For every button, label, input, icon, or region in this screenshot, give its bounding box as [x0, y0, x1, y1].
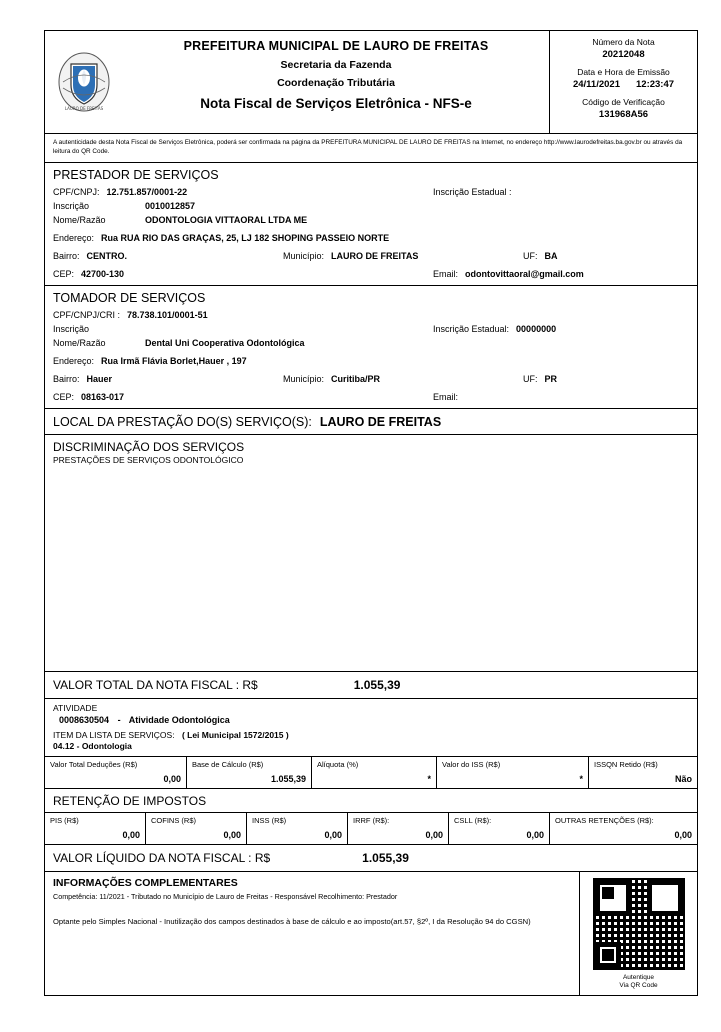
document-header: [45, 31, 697, 134]
prestador-cnpj-row: [45, 185, 697, 199]
retencao-inss-label: INSS (R$): [252, 815, 287, 825]
valor-liquido-value: 1.055,39: [362, 850, 409, 865]
valor-iss-value: *: [579, 773, 583, 784]
qr-caption-line-2: Via QR Code: [619, 982, 658, 990]
prestador-section: [45, 163, 697, 285]
tomador-cnpj-value: 78.738.101/0001-51: [127, 309, 208, 320]
deducoes-label: Valor Total Deduções (R$): [50, 759, 138, 769]
aliquota-label: Alíquota (%): [317, 759, 359, 769]
prestador-nome-label: Nome/Razão: [53, 214, 106, 225]
atividade-code-row: [45, 714, 697, 728]
item-lista-lei: ( Lei Municipal 1572/2015 ): [181, 729, 289, 740]
retencao-csll-cell: [449, 813, 550, 844]
tomador-endereco-label: Endereço:: [53, 355, 95, 366]
retencao-pis-label: PIS (R$): [50, 815, 79, 825]
discriminacao-text: PRESTAÇÕES DE SERVIÇOS ODONTOLÓGICO: [53, 454, 244, 465]
valor-total-value: 1.055,39: [353, 677, 401, 692]
local-prestacao-row: [45, 408, 697, 434]
nota-number-value: 20212048: [602, 49, 645, 60]
retencao-outras-cell: [550, 813, 697, 844]
tomador-section: [45, 285, 697, 408]
item-lista-row: [45, 728, 697, 741]
header-titles: [123, 31, 549, 133]
secretary-name: Secretaria da Fazenda: [280, 59, 392, 71]
retencao-inss-cell: [247, 813, 348, 844]
tomador-title: TOMADOR DE SERVIÇOS: [53, 290, 206, 305]
valor-liquido-row: [45, 844, 697, 871]
tomador-ie-label: Inscrição Estadual:: [433, 323, 510, 334]
base-calculo-cell: [187, 757, 312, 788]
tomador-cnpj-label: CPF/CNPJ/CRI :: [53, 309, 121, 320]
valor-liquido-label: VALOR LÍQUIDO DA NOTA FISCAL : R$: [53, 850, 271, 865]
tomador-uf-label: UF:: [523, 373, 538, 384]
prestador-ie-label: Inscrição Estadual :: [433, 186, 512, 197]
tomador-bairro-row: [45, 372, 697, 386]
issqn-retido-cell: [589, 757, 697, 788]
retencao-cofins-label: COFINS (R$): [151, 815, 196, 825]
prestador-email-value: odontovittaoral@gmail.com: [465, 268, 584, 279]
tomador-bairro-value: Hauer: [86, 373, 113, 384]
retencao-csll-label: CSLL (R$):: [454, 815, 492, 825]
prestador-bairro-label: Bairro:: [53, 250, 80, 261]
tomador-email-label: Email:: [433, 391, 459, 402]
qr-code-icon[interactable]: [593, 878, 685, 970]
prestador-title: PRESTADOR DE SERVIÇOS: [53, 167, 219, 182]
retencao-grid: [45, 812, 697, 844]
prestador-cep-label: CEP:: [53, 268, 75, 279]
discriminacao-title: DISCRIMINAÇÃO DOS SERVIÇOS: [53, 439, 245, 454]
nfse-document: [44, 30, 698, 996]
tomador-inscricao-row: [45, 322, 697, 336]
nota-number-label: Número da Nota: [592, 37, 655, 47]
emission-date-label: Data e Hora de Emissão: [577, 67, 670, 77]
prestador-inscricao-row: [45, 199, 697, 213]
tomador-nome-value: Dental Uni Cooperativa Odontológica: [145, 337, 305, 348]
base-calculo-label: Base de Cálculo (R$): [192, 759, 264, 769]
atividade-description: Atividade Odontológica: [128, 714, 230, 725]
prestador-bairro-value: CENTRO.: [86, 250, 128, 261]
retencao-outras-value: 0,00: [674, 829, 692, 840]
prestador-email-label: Email:: [433, 268, 459, 279]
retencao-cofins-cell: [146, 813, 247, 844]
informacoes-line-2: Optante pelo Simples Nacional - Inutilização dos campos destinados à base de cálculo e ao imposto(art.57, §2º, I da Resolução 94 do CGSN): [53, 917, 531, 927]
prestador-municipio-value: LAURO DE FREITAS: [331, 250, 419, 261]
tomador-nome-label: Nome/Razão: [53, 337, 106, 348]
valor-iss-cell: [437, 757, 589, 788]
retencao-cofins-value: 0,00: [223, 829, 241, 840]
emission-date-value: 24/11/2021: [572, 79, 620, 90]
prestador-uf-value: BA: [544, 250, 558, 261]
prestador-endereco-label: Endereço:: [53, 232, 95, 243]
tomador-cnpj-row: [45, 308, 697, 322]
informacoes-text-block: [45, 872, 579, 996]
verification-code-label: Código de Verificação: [582, 97, 665, 107]
discriminacao-section: [45, 434, 697, 671]
base-calculo-value: 1.055,39: [270, 773, 306, 784]
issqn-retido-value: Não: [674, 773, 692, 784]
prestador-cnpj-value: 12.751.857/0001-22: [106, 186, 188, 197]
authenticity-note: A autenticidade desta Nota Fiscal de Serviços Eletrônica, poderá ser confirmada na página da PREFEITURA MUNICIPAL DE LAURO DE FREITAS na Internet, no endereço http://www.laurodefreitas.ba.gov.br ou através da leitura do QR Code.: [45, 134, 697, 163]
valor-total-row: [45, 671, 697, 698]
informacoes-complementares-section: [45, 871, 697, 996]
municipality-name: PREFEITURA MUNICIPAL DE LAURO DE FREITAS: [183, 39, 489, 53]
issqn-retido-label: ISSQN Retido (R$): [594, 759, 658, 769]
prestador-municipio-label: Município:: [283, 250, 325, 261]
retencao-csll-value: 0,00: [526, 829, 544, 840]
tomador-municipio-label: Município:: [283, 373, 325, 384]
prestador-uf-label: UF:: [523, 250, 538, 261]
prestador-nome-value: ODONTOLOGIA VITTAORAL LTDA ME: [145, 214, 308, 225]
retencao-pis-cell: [45, 813, 146, 844]
retencao-irrf-value: 0,00: [425, 829, 443, 840]
informacoes-line-1: Competência: 11/2021 - Tributado no Município de Lauro de Freitas - Responsável Recolhimento: Prestador: [53, 891, 398, 901]
aliquota-value: *: [427, 773, 431, 784]
informacoes-title: INFORMAÇÕES COMPLEMENTARES: [53, 876, 238, 889]
prestador-cep-value: 42700-130: [81, 268, 125, 279]
crest-icon: [57, 51, 111, 113]
item-lista-label: ITEM DA LISTA DE SERVIÇOS:: [53, 729, 175, 740]
emission-time-value: 12:23:47: [636, 79, 675, 90]
tomador-cep-value: 08163-017: [81, 391, 125, 402]
tomador-nome-row: [45, 336, 697, 350]
retencao-irrf-label: IRRF (R$):: [353, 815, 390, 825]
city-crest-logo: [45, 31, 123, 133]
aliquota-cell: [312, 757, 437, 788]
tomador-cep-row: [45, 390, 697, 408]
prestador-endereco-value: Rua RUA RIO DAS GRAÇAS, 25, LJ 182 SHOPING PASSEIO NORTE: [101, 232, 390, 243]
document-title: Nota Fiscal de Serviços Eletrônica - NFS-e: [200, 96, 472, 111]
tomador-ie-value: 00000000: [516, 323, 557, 334]
tomador-inscricao-label: Inscrição: [53, 323, 90, 334]
tax-summary-grid: [45, 756, 697, 788]
prestador-endereco-row: [45, 231, 697, 245]
discriminacao-empty-area: [45, 471, 697, 671]
atividade-code: 0008630504: [59, 714, 110, 725]
header-meta: [549, 31, 697, 133]
prestador-cep-row: [45, 267, 697, 285]
valor-total-label: VALOR TOTAL DA NOTA FISCAL : R$: [53, 677, 258, 692]
local-prestacao-label: LOCAL DA PRESTAÇÃO DO(S) SERVIÇO(S):: [53, 414, 312, 429]
tomador-bairro-label: Bairro:: [53, 373, 80, 384]
qr-code-block: [579, 872, 697, 996]
prestador-bairro-row: [45, 249, 697, 263]
atividade-separator: -: [117, 714, 121, 725]
coordination-name: Coordenação Tributária: [277, 77, 395, 89]
tomador-uf-value: PR: [544, 373, 558, 384]
atividade-section: [45, 698, 697, 756]
prestador-inscricao-label: Inscrição: [53, 200, 90, 211]
retencao-inss-value: 0,00: [324, 829, 342, 840]
local-prestacao-value: LAURO DE FREITAS: [319, 414, 442, 429]
valor-iss-label: Valor do ISS (R$): [442, 759, 501, 769]
prestador-inscricao-value: 0010012857: [145, 200, 196, 211]
tomador-endereco-value: Rua Irmã Flávia Borlet,Hauer , 197: [101, 355, 247, 366]
verification-code-value: 131968A56: [598, 109, 649, 120]
tomador-cep-label: CEP:: [53, 391, 75, 402]
qr-caption-line-1: Autentique: [622, 973, 655, 981]
deducoes-cell: [45, 757, 187, 788]
retencao-pis-value: 0,00: [122, 829, 140, 840]
tomador-municipio-value: Curitiba/PR: [331, 373, 381, 384]
item-lista-code: 04.12 - Odontologia: [53, 740, 132, 751]
retencao-irrf-cell: [348, 813, 449, 844]
retencao-outras-label: OUTRAS RETENÇÕES (R$):: [555, 815, 654, 825]
prestador-cnpj-label: CPF/CNPJ:: [53, 186, 100, 197]
deducoes-value: 0,00: [163, 773, 181, 784]
atividade-label: ATIVIDADE: [53, 702, 98, 713]
tomador-endereco-row: [45, 354, 697, 368]
svg-text:LAURO DE FREITAS: LAURO DE FREITAS: [64, 106, 104, 111]
prestador-nome-row: [45, 213, 697, 227]
retencao-title: RETENÇÃO DE IMPOSTOS: [45, 788, 697, 812]
